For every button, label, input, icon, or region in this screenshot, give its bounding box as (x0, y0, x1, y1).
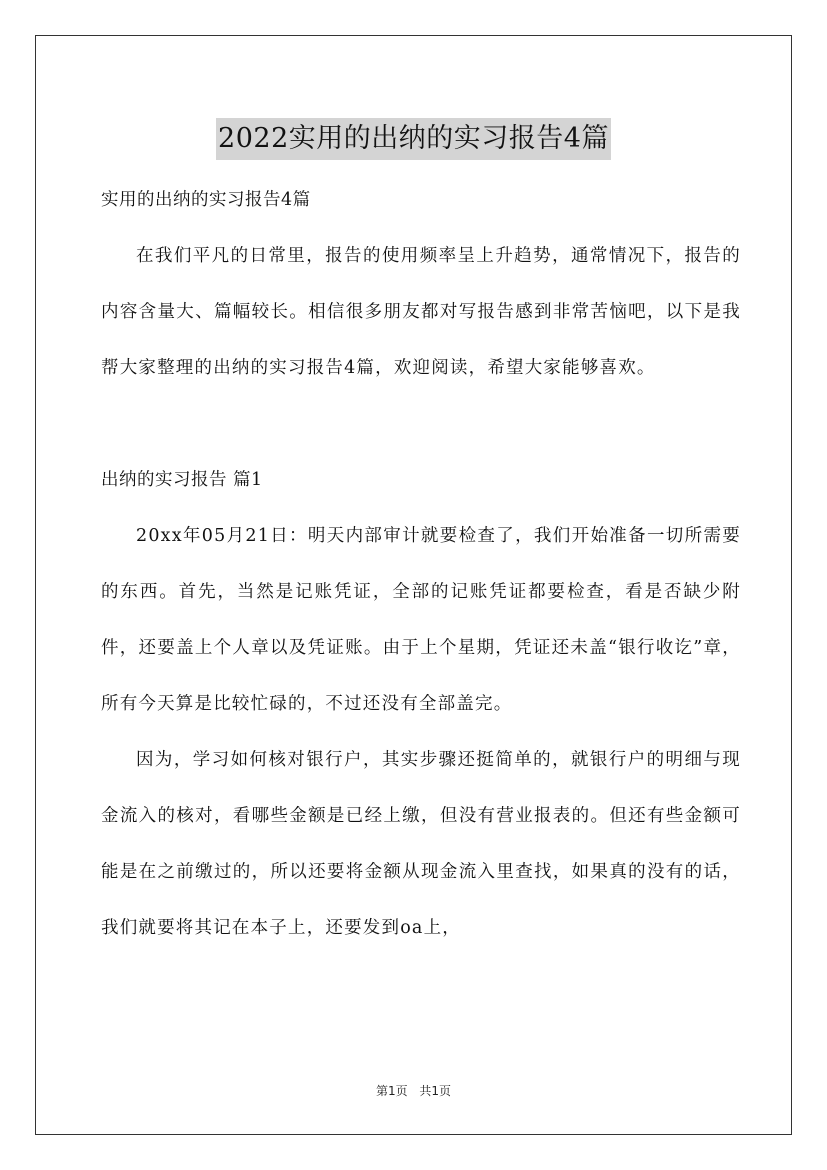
section-heading: 出纳的实习报告 篇1 (101, 470, 263, 490)
body-paragraph-1: 20xx年05月21日：明天内部审计就要检查了，我们开始准备一切所需要的东西。首先，当然是记账凭证，全部的记账凭证都要检查，看是否缺少附件，还要盖上个人章以及凭证账。由于上个星期，凭证还未盖“银行收讫”章，所有今天算是比较忙碌的，不过还没有全部盖完。 (101, 526, 741, 714)
body-paragraph-2: 因为，学习如何核对银行户，其实步骤还挺简单的，就银行户的明细与现金流入的核对，看哪些金额是已经上缴，但没有营业报表的。但还有些金额可能是在之前缴过的，所以还要将金额从现金流入里查找，如果真的没有的话，我们就要将其记在本子上，还要发到oa上， (101, 750, 741, 938)
paragraph-spacer (101, 396, 741, 452)
document-title: 2022实用的出纳的实习报告4篇 (216, 118, 611, 160)
title-container (0, 100, 827, 178)
total-pages: 共1页 (419, 1084, 452, 1098)
document-body (101, 172, 741, 956)
intro-paragraph: 在我们平凡的日常里，报告的使用频率呈上升趋势，通常情况下，报告的内容含量大、篇幅较长。相信很多朋友都对写报告感到非常苦恼吧，以下是我帮大家整理的出纳的实习报告4篇，欢迎阅读，希望大家能够喜欢。 (101, 246, 741, 378)
page-number: 第1页 (375, 1084, 408, 1098)
page-footer (0, 1082, 827, 1099)
document-subtitle: 实用的出纳的实习报告4篇 (101, 190, 311, 210)
